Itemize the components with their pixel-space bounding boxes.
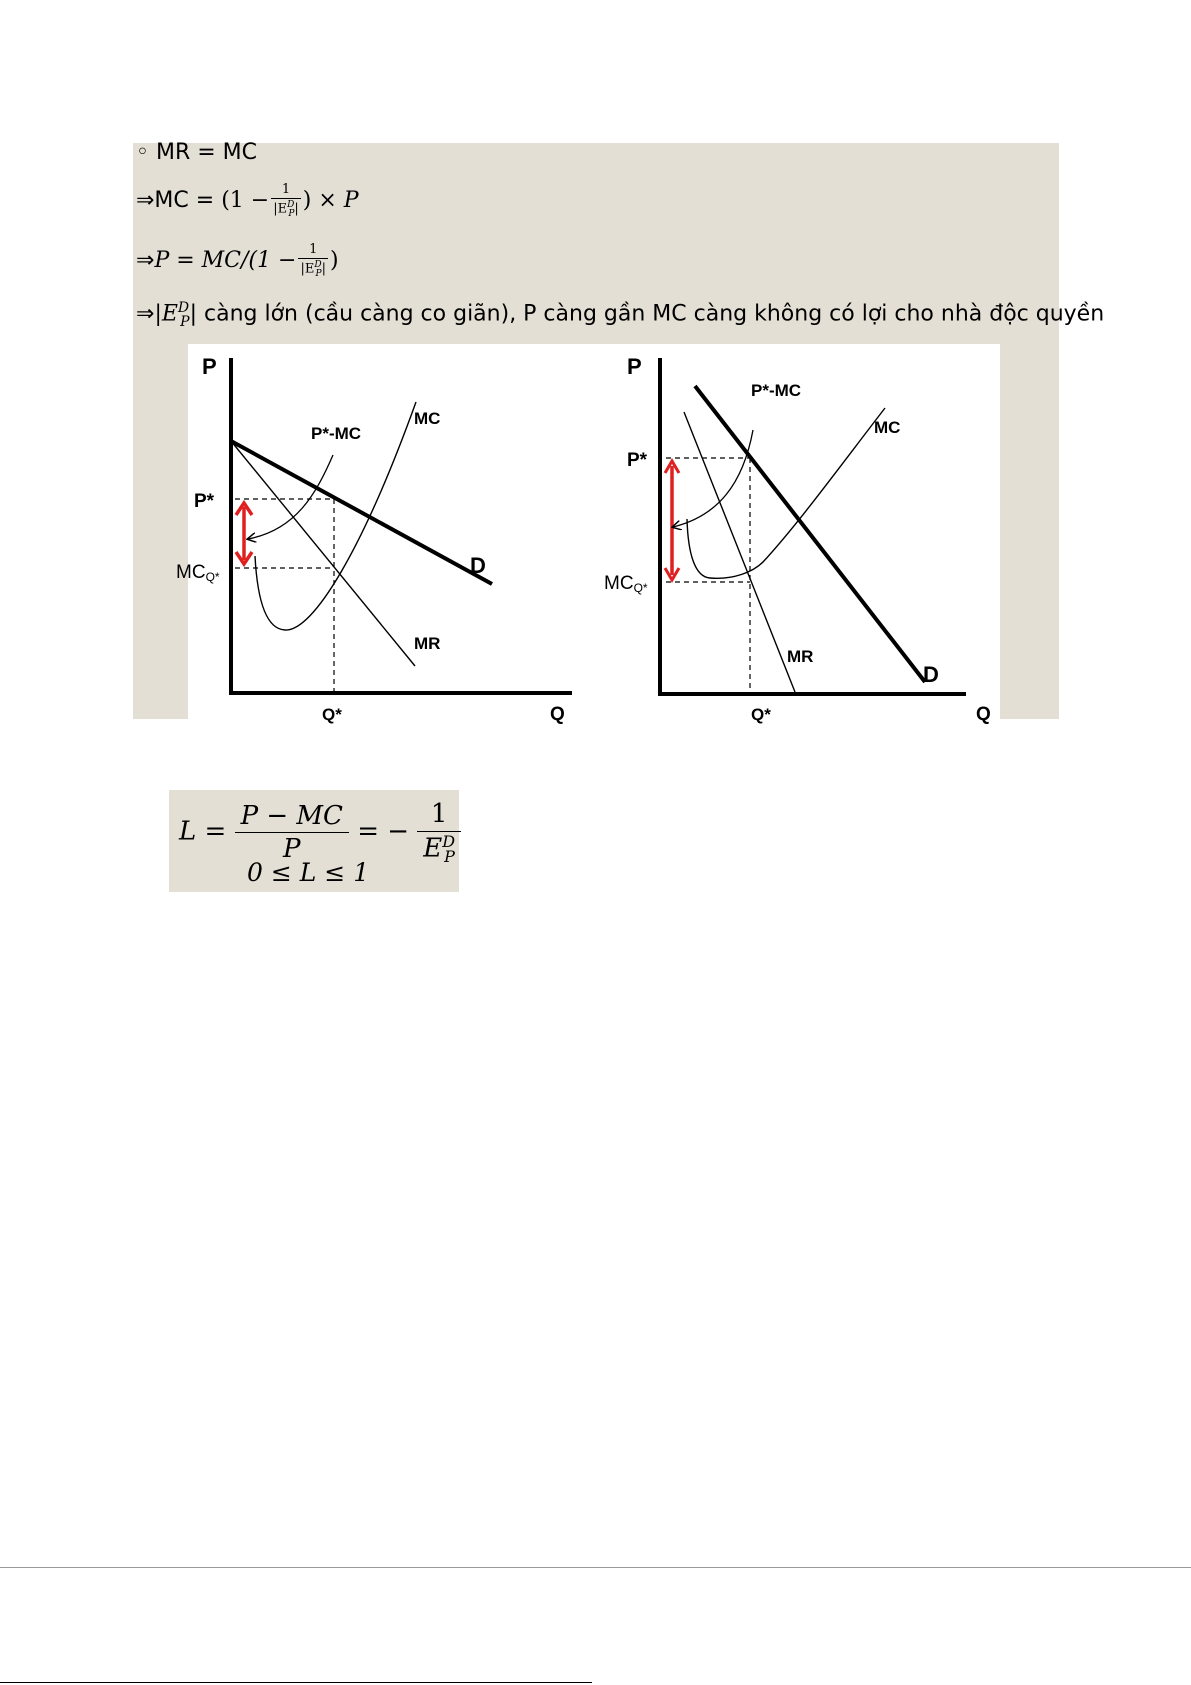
text-line-mr-mc: ◦ MR = MC — [136, 140, 257, 165]
lerner-equation: L = $\frac{P - MC}{P}$ = − $\frac{1}{E^D_P}$ — [179, 798, 461, 867]
text-line-mc-formula: ⇒MC = (1 − $\frac{1}{|E^D_P|}$ ) × P — [136, 182, 359, 219]
fraction-p-minus-mc: $\frac{P - MC}{P}$ — [235, 800, 349, 866]
fraction: $\frac{1}{|E^D_P|}$ — [300, 242, 326, 279]
left-axis-q-label: Q — [550, 704, 565, 725]
right-axis-q-label: Q — [976, 704, 991, 725]
right-mr-curve — [684, 412, 795, 692]
text-line-elasticity: $\Rightarrow|E^D_P|$ càng lớn (cầu càng co giãn), P càng gần MC càng không có lợi cho nhà độc quyền — [136, 300, 1105, 330]
fraction-one-over-e: $\frac{1}{E^D_P}$ — [417, 798, 461, 867]
left-graph — [176, 354, 572, 725]
monopoly-graphs — [176, 344, 1000, 732]
left-axis-p-label: P — [202, 354, 217, 379]
right-mc-label: MC — [874, 418, 901, 437]
page-separator — [0, 1567, 1191, 1568]
left-mcq-label: MCQ* — [176, 562, 220, 584]
left-mr-label: MR — [414, 634, 441, 653]
right-d-label: D — [923, 662, 939, 687]
left-pstar-label: P* — [194, 491, 215, 512]
lerner-inequality: 0 ≤ L ≤ 1 — [247, 858, 370, 887]
right-axis-p-label: P — [627, 354, 642, 379]
left-mc-label: MC — [414, 409, 441, 428]
right-graph — [604, 354, 991, 725]
right-pstar-label: P* — [627, 450, 648, 471]
left-pmc-label: P*-MC — [311, 424, 362, 443]
right-mr-label: MR — [787, 647, 814, 666]
footnote-rule — [0, 1682, 592, 1683]
left-d-label: D — [470, 553, 486, 578]
text-line-p-formula: ⇒P = MC/(1 − $\frac{1}{|E^D_P|}$ ) — [136, 242, 339, 279]
fraction: $\frac{1}{|E^D_P|}$ — [273, 182, 299, 219]
right-mcq-label: MCQ* — [604, 573, 648, 595]
left-qstar-label: Q* — [322, 705, 342, 724]
right-qstar-label: Q* — [751, 705, 771, 724]
graphs-svg — [176, 344, 1000, 732]
right-pmc-label: P*-MC — [751, 381, 802, 400]
left-demand-curve — [231, 441, 492, 584]
lerner-index-formula — [169, 790, 459, 892]
left-pointer-arrow — [248, 455, 333, 539]
